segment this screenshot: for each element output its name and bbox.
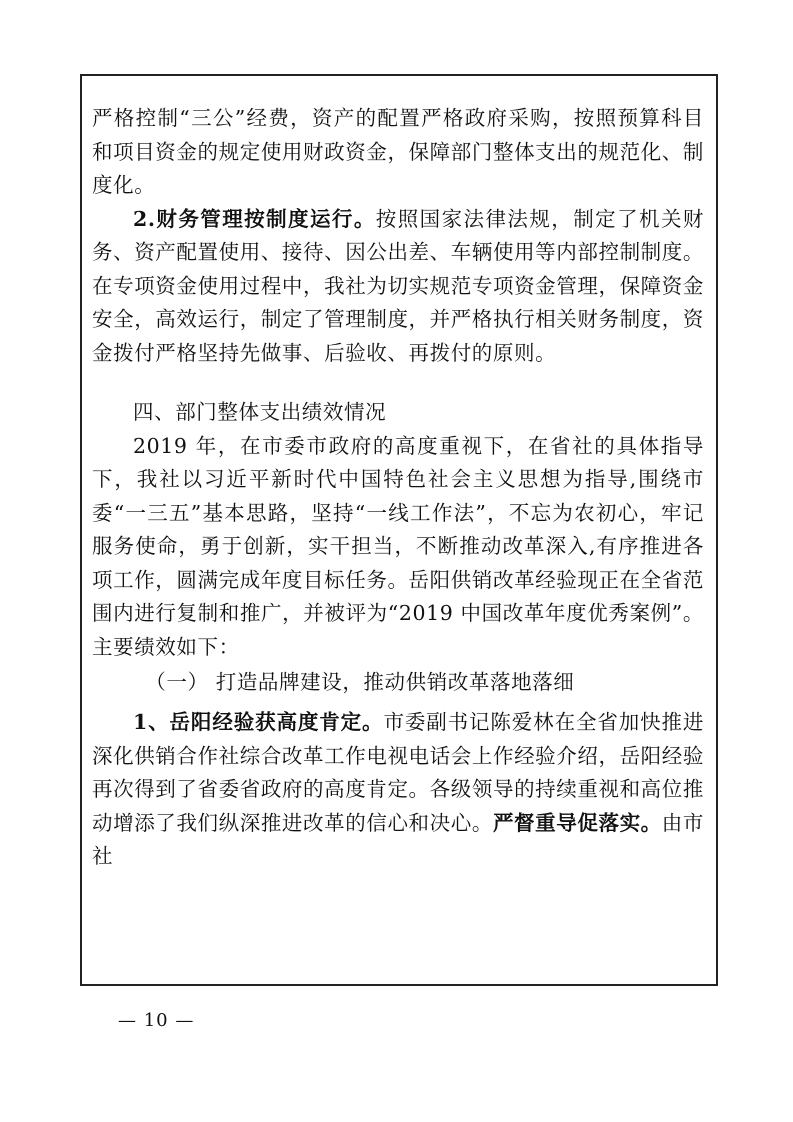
section-spacer [92, 370, 704, 396]
intro-text: 严格控制“三公”经费，资产的配置严格政府采购，按照预算科目和项目资金的规定使用财政资金，保障部门整体支出的规范化、制度化。 [92, 106, 704, 197]
part4-body: 2019 年，在市委市政府的高度重视下，在省社的具体指导下，我社以习近平新时代中国特色社会主义思想为指导,围绕市委“一三五”基本思路，坚持“一线工作法”，不忘为农初心，牢记服务使命，勇于创新，实干担当，不断推动改革深入,有序推进各项工作，圆满完成年度目标任务。岳阳供销改革经验现正在全省范围内进行复制和推广，并被评为“2019 中国改革年度优秀案例”。主要绩效如下： [92, 433, 704, 659]
item1-body: 市委副书记陈爱林在全省加快推进深化供销合作社综合改革工作电视电话会上作经验介绍，岳阳经验再次得到了省委省政府的高度肯定。各级领导的持续重视和高位推动增添了我们纵深推进改革的信心和决心。 [92, 710, 705, 835]
intro-paragraph [92, 102, 704, 203]
item1-title: 1、岳阳经验获高度肯定。 [133, 710, 384, 734]
section2-body: 按照国家法律法规，制定了机关财务、资产配置使用、接待、因公出差、车辆使用等内部控制制度。在专项资金使用过程中，我社为切实规范专项资金管理，保障资金安全，高效运行，制定了管理制度，并严格执行相关财务制度，资金拨付严格坚持先做事、后验收、再拨付的原则。 [92, 206, 704, 365]
item1-paragraph [92, 706, 704, 874]
item1-title2: 严督重导促落实。 [492, 810, 662, 835]
sub1-heading: （一） 打造品牌建设，推动供销改革落地落细 [145, 670, 575, 694]
page-number: — 10 — [118, 1010, 195, 1031]
item1-body2: 由市社 [92, 810, 704, 868]
part4-paragraph [92, 430, 704, 665]
section2-paragraph [92, 203, 704, 371]
part4-heading: 四、部门整体支出绩效情况 [133, 400, 387, 424]
document-frame [80, 74, 718, 986]
document-content [92, 102, 704, 874]
section2-title: 2.财务管理按制度运行。 [133, 206, 376, 231]
